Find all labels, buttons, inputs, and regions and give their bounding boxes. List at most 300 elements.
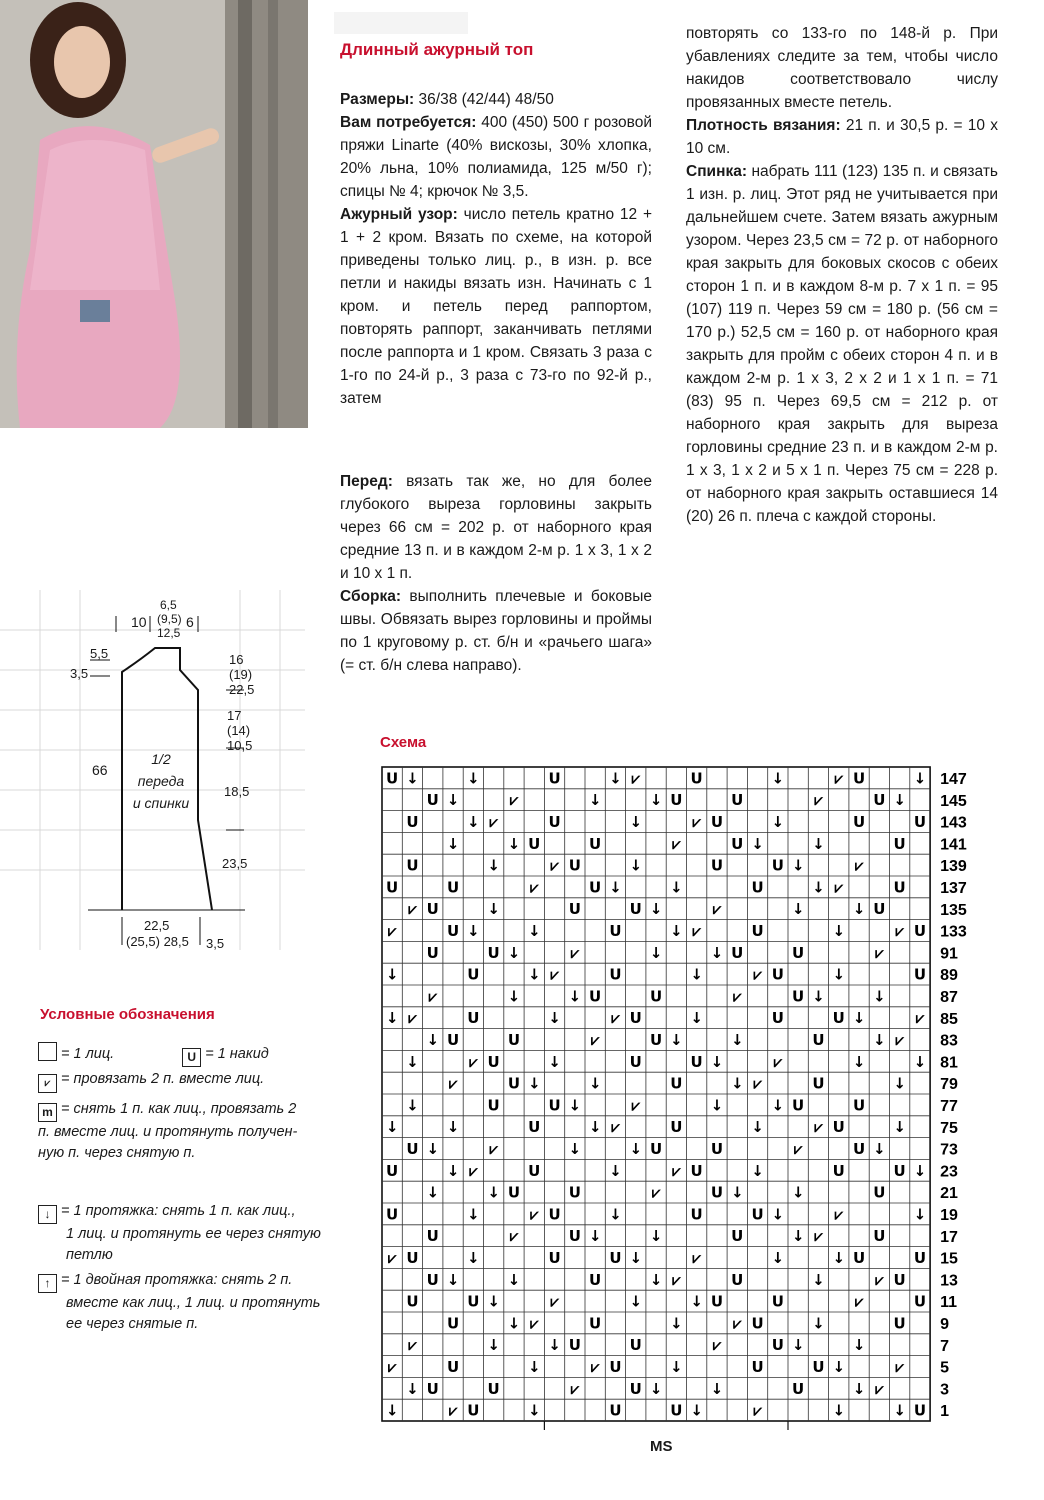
chart-stitch-symbol: ↓ bbox=[446, 1118, 460, 1137]
chart-stitch-symbol: ↓ bbox=[852, 1052, 866, 1071]
chart-stitch-symbol: ↓ bbox=[507, 1314, 521, 1333]
chart-row-label: 141 bbox=[940, 836, 967, 854]
dim-right-mid bbox=[227, 708, 252, 753]
chart-stitch-symbol: ↓ bbox=[832, 1248, 846, 1267]
chart-row-label: 13 bbox=[940, 1272, 958, 1290]
blank-label-area bbox=[334, 12, 468, 34]
chart-stitch-symbol: ↓ bbox=[548, 1009, 561, 1028]
chart-stitch-symbol: ↓ bbox=[771, 1248, 785, 1267]
chart-stitch-symbol: U bbox=[710, 856, 724, 875]
chart-stitch-symbol: ↓ bbox=[873, 1139, 886, 1158]
chart-stitch-symbol: U bbox=[568, 900, 581, 919]
dim-top-mid-c: 12,5 bbox=[157, 626, 181, 640]
chart-stitch-symbol: U bbox=[710, 812, 724, 831]
chart-stitch-symbol: U bbox=[893, 834, 906, 853]
chart-row-label: 83 bbox=[940, 1032, 958, 1050]
chart-stitch-symbol: U bbox=[568, 1336, 581, 1355]
chart-stitch-symbol: ⩗ bbox=[489, 1139, 498, 1158]
model-photo bbox=[0, 0, 308, 428]
chart-stitch-symbol: ↓ bbox=[487, 1336, 500, 1355]
chart-row-label: 15 bbox=[940, 1250, 958, 1268]
chart-stitch-symbol: U bbox=[507, 1074, 521, 1093]
chart-stitch-symbol: U bbox=[771, 1009, 784, 1028]
chart-row-label: 3 bbox=[940, 1381, 950, 1399]
dim-right-g: 18,5 bbox=[224, 784, 250, 799]
chart-stitch-symbol: U bbox=[467, 965, 480, 984]
dim-bottom-b: (25,5) 28,5 bbox=[126, 934, 189, 949]
chart-stitch-symbol: ↓ bbox=[629, 1248, 643, 1267]
chart-stitch-symbol: U bbox=[873, 900, 886, 919]
chart-row-label: 73 bbox=[940, 1141, 958, 1159]
assembly-text: выполнить плечевые и боковые швы. Обвязать вырез горловины и проймы по 1 круговому р. ст. б/н и «рачьего шага» (= ст. б/н слева направо). bbox=[340, 588, 652, 674]
dim-right-f: 10,5 bbox=[227, 738, 253, 753]
chart-stitch-symbol: ⩗ bbox=[692, 921, 701, 940]
chart-stitch-symbol: U bbox=[589, 1270, 602, 1289]
chart-stitch-symbol: ↓ bbox=[568, 987, 582, 1006]
legend-dbl-3: ее через снятые п. bbox=[66, 1316, 199, 1332]
center-label-2: переда bbox=[137, 773, 185, 789]
sk2p-symbol-icon: m bbox=[38, 1103, 57, 1122]
chart-stitch-symbol: ↓ bbox=[670, 1357, 683, 1376]
chart-stitch-symbol: U bbox=[649, 1139, 663, 1158]
legend-row-4 bbox=[38, 1201, 348, 1266]
chart-stitch-symbol: ⩗ bbox=[530, 1205, 539, 1224]
chart-stitch-symbol: U bbox=[852, 812, 866, 831]
chart-stitch-symbol: ↓ bbox=[487, 1292, 500, 1311]
chart-stitch-symbol: U bbox=[386, 878, 399, 897]
chart-stitch-symbol: ↓ bbox=[446, 1270, 460, 1289]
gauge-text: 21 п. и 30,5 р. = 10 х 10 см. bbox=[686, 117, 999, 157]
chart-row-label: 11 bbox=[940, 1294, 958, 1312]
chart-stitch-symbol: ↓ bbox=[812, 834, 825, 853]
chart-stitch-symbol: U bbox=[710, 1139, 724, 1158]
chart-stitch-symbol: ⩗ bbox=[773, 1052, 783, 1071]
chart-stitch-symbol: U bbox=[548, 769, 561, 788]
article-title: Длинный ажурный топ bbox=[340, 40, 534, 59]
chart-row-label: 139 bbox=[940, 858, 967, 876]
chart-stitch-symbol: ↓ bbox=[527, 1401, 541, 1420]
dim-right-a: 16 bbox=[229, 652, 244, 667]
chart-stitch-symbol: U bbox=[873, 1183, 886, 1202]
chart-stitch-symbol: ↓ bbox=[548, 1336, 561, 1355]
chart-stitch-symbol: U bbox=[873, 1227, 886, 1246]
chart-stitch-symbol: ⩗ bbox=[814, 1227, 823, 1246]
chart-stitch-symbol: ↓ bbox=[852, 900, 866, 919]
chart-stitch-symbol: ↓ bbox=[649, 1379, 663, 1398]
chart-stitch-symbol: ↓ bbox=[893, 791, 906, 810]
chart-stitch-symbol: U bbox=[873, 791, 886, 810]
chart-stitch-symbol: U bbox=[446, 1030, 460, 1049]
knitting-chart bbox=[380, 765, 980, 1430]
chart-stitch-symbol: ↓ bbox=[710, 1052, 724, 1071]
chart-stitch-symbol: ↓ bbox=[568, 1139, 582, 1158]
chart-stitch-symbol: U bbox=[629, 1379, 642, 1398]
chart-stitch-symbol: ↓ bbox=[426, 1139, 440, 1158]
chart-stitch-symbol: ⩗ bbox=[814, 1118, 823, 1137]
chart-stitch-symbol: ↓ bbox=[568, 1096, 582, 1115]
sizes-text: 36/38 (42/44) 48/50 bbox=[414, 91, 554, 108]
dim-right-c: 22,5 bbox=[229, 682, 255, 697]
chart-stitch-symbol: U bbox=[487, 943, 500, 962]
chart-stitch-symbol: ⩗ bbox=[834, 1205, 843, 1224]
chart-stitch-symbol: ↓ bbox=[670, 878, 683, 897]
dim-top-left: 10 bbox=[131, 614, 147, 630]
chart-stitch-symbol: ↓ bbox=[507, 943, 521, 962]
chart-stitch-symbol: ↓ bbox=[873, 987, 886, 1006]
chart-stitch-symbol: ↓ bbox=[588, 1118, 602, 1137]
chart-stitch-symbol: ↓ bbox=[832, 1357, 846, 1376]
legend-knit: = 1 лиц. bbox=[61, 1046, 115, 1062]
materials-text: 400 (450) 500 г розовой пряжи Linarte (40% вискозы, 30% хлопка, 20% льна, 10% полиамида, 125 м/50 г); спицы № 4; крючок № 3,5. bbox=[340, 114, 653, 200]
dim-right-b: (19) bbox=[229, 667, 253, 682]
chart-repeat-bracket bbox=[544, 1421, 788, 1430]
chart-stitch-symbol: U bbox=[812, 1030, 825, 1049]
chart-stitch-symbol: U bbox=[589, 834, 602, 853]
chart-stitch-symbol: ↓ bbox=[467, 921, 480, 940]
chart-row-label: 7 bbox=[940, 1337, 950, 1355]
chart-stitch-symbol: ↓ bbox=[467, 1248, 480, 1267]
chart-stitch-symbol: U bbox=[548, 1096, 561, 1115]
chart-stitch-symbol: ↓ bbox=[730, 1183, 744, 1202]
chart-stitch-symbol: ⩗ bbox=[530, 1314, 539, 1333]
chart-row-label: 147 bbox=[940, 771, 967, 789]
schematic-center-label bbox=[124, 748, 198, 814]
chart-stitch-symbol: ↓ bbox=[812, 1270, 825, 1289]
chart-stitch-symbol: ↓ bbox=[670, 1314, 683, 1333]
chart-stitch-symbol: U bbox=[690, 769, 703, 788]
chart-stitch-symbol: ⩗ bbox=[915, 1009, 925, 1028]
chart-stitch-symbol: U bbox=[609, 1401, 622, 1420]
chart-stitch-symbol: ⩗ bbox=[672, 1161, 681, 1180]
chart-stitch-symbol: ↓ bbox=[852, 1336, 866, 1355]
chart-stitch-symbol: ⩗ bbox=[834, 769, 843, 788]
chart-row-label: 1 bbox=[940, 1403, 950, 1421]
chart-stitch-symbol: ↓ bbox=[913, 1052, 927, 1071]
chart-stitch-symbol: ↓ bbox=[426, 1030, 440, 1049]
dim-top-mid-b: (9,5) bbox=[157, 612, 182, 626]
legend-row-1 bbox=[38, 1042, 348, 1067]
chart-stitch-symbol: U bbox=[649, 1030, 663, 1049]
legend-ssk-1: = 1 протяжка: снять 1 п. как лиц., bbox=[61, 1203, 296, 1219]
chart-stitch-symbol: U bbox=[609, 1248, 622, 1267]
chart-stitch-symbol: ↓ bbox=[791, 1336, 805, 1355]
chart-stitch-symbol: ↓ bbox=[609, 769, 622, 788]
chart-stitch-symbol: U bbox=[832, 1009, 845, 1028]
chart-stitch-symbol: ↓ bbox=[446, 834, 460, 853]
chart-stitch-symbol: U bbox=[670, 1401, 683, 1420]
chart-stitch-symbol: U bbox=[771, 1292, 784, 1311]
chart-row-label: 143 bbox=[940, 814, 967, 832]
chart-stitch-symbol: ↓ bbox=[649, 943, 663, 962]
dim-right-e: (14) bbox=[227, 723, 251, 738]
k2tog-symbol-icon: ⩗ bbox=[38, 1074, 57, 1093]
chart-stitch-symbol: ↓ bbox=[527, 1357, 541, 1376]
chart-stitch-symbol: ↓ bbox=[710, 1379, 724, 1398]
chart-title: Схема bbox=[380, 734, 427, 751]
chart-stitch-symbol: ↓ bbox=[406, 1052, 419, 1071]
chart-row-label: 85 bbox=[940, 1010, 958, 1028]
chart-stitch-symbol: U bbox=[609, 1357, 622, 1376]
chart-stitch-symbol: ⩗ bbox=[408, 1009, 417, 1028]
dim-left-a: 5,5 bbox=[90, 646, 109, 661]
chart-stitch-symbol: U bbox=[426, 791, 439, 810]
chart-stitch-symbol: U bbox=[589, 878, 602, 897]
chart-stitch-symbol: U bbox=[426, 1270, 439, 1289]
chart-stitch-symbol: U bbox=[507, 1183, 521, 1202]
chart-stitch-symbol: ↓ bbox=[629, 856, 643, 875]
chart-stitch-symbol: ↓ bbox=[852, 1009, 866, 1028]
chart-stitch-symbol: ↓ bbox=[690, 1401, 703, 1420]
chart-stitch-symbol: ⩗ bbox=[590, 1030, 600, 1049]
chart-stitch-symbol: ↓ bbox=[791, 1227, 805, 1246]
chart-stitch-symbol: U bbox=[852, 1096, 866, 1115]
chart-stitch-symbol: U bbox=[771, 856, 784, 875]
chart-stitch-symbol: U bbox=[731, 943, 744, 962]
chart-stitch-symbol: ⩗ bbox=[550, 965, 559, 984]
chart-stitch-symbol: ↓ bbox=[913, 1161, 927, 1180]
chart-stitch-symbol: ↓ bbox=[730, 1030, 744, 1049]
dim-right-top bbox=[229, 652, 254, 697]
chart-stitch-symbol: ⩗ bbox=[895, 1030, 904, 1049]
chart-stitch-symbol: ↓ bbox=[812, 987, 825, 1006]
chart-stitch-symbol: ⩗ bbox=[875, 1270, 884, 1289]
chart-stitch-symbol: ↓ bbox=[649, 1270, 663, 1289]
dim-right-d: 17 bbox=[227, 708, 242, 723]
chart-stitch-symbol: U bbox=[893, 1270, 906, 1289]
chart-stitch-symbol: ⩗ bbox=[570, 1379, 580, 1398]
chart-stitch-symbol: ⩗ bbox=[550, 1292, 559, 1311]
chart-stitch-symbol: ↓ bbox=[771, 769, 785, 788]
chart-stitch-symbol: ⩗ bbox=[814, 791, 823, 810]
chart-stitch-symbol: U bbox=[467, 1401, 480, 1420]
chart-stitch-symbol: U bbox=[507, 1030, 521, 1049]
chart-stitch-symbol: U bbox=[446, 1314, 460, 1333]
chart-stitch-symbol: ↓ bbox=[812, 878, 825, 897]
chart-stitch-symbol: ⩗ bbox=[631, 1096, 640, 1115]
chart-row-label: 135 bbox=[940, 901, 967, 919]
legend-dbl-1: = 1 двойная протяжка: снять 2 п. bbox=[61, 1272, 293, 1288]
chart-stitch-symbol: U bbox=[771, 965, 784, 984]
chart-stitch-symbol: ↓ bbox=[832, 1401, 846, 1420]
chart-stitch-symbol: U bbox=[893, 1161, 906, 1180]
chart-stitch-symbol: ⩗ bbox=[387, 1357, 397, 1376]
chart-stitch-symbol: U bbox=[710, 1183, 724, 1202]
chart-footer-ms: MS bbox=[650, 1438, 673, 1455]
chart-stitch-symbol: U bbox=[670, 1074, 683, 1093]
back-label: Спинка: bbox=[686, 163, 747, 180]
chart-stitch-symbol: ⩗ bbox=[631, 769, 640, 788]
chart-stitch-symbol: U bbox=[670, 1118, 683, 1137]
dim-right-h: 23,5 bbox=[222, 856, 248, 871]
back-text: набрать 111 (123) 135 п. и связать 1 изн. р. лиц. Этот ряд не учитывается при дальнейшем счете. Затем вязать ажурным узором. Через 23,5 см = 72 р. от наборного края закрыть для боковых скосов с обеих сторон 1 п. и в каждом 8-м р. 7 х 1 п. = 95 (107) 119 п. Через 59 см = 180 р. (56 см = 170 р.) 52,5 см = 160 р. от наборного края закрыть для пройм с обеих сторон 4 п. и в каждом 2-м р. 1 х 3, 2 х 2 и 1 х 1 п. = 71 (83) 95 п. Через 69,5 см = 212 р. от наборного края закрыть для выреза горловины средние 23 п. и в каждом 2-м р. 1 х 3, 1 х 2 и 5 х 1 п. Через 75 см = 228 р. от наборного края закрыть оставшиеся 14 (20) 26 п. плеча с каждой стороны. bbox=[686, 163, 998, 525]
chart-stitch-symbol: ⩗ bbox=[489, 812, 498, 831]
chart-stitch-symbol: ↓ bbox=[629, 1139, 643, 1158]
legend-yo: = 1 накид bbox=[205, 1046, 269, 1062]
chart-stitch-symbol: U bbox=[852, 769, 866, 788]
chart-stitch-symbol: ↓ bbox=[507, 1270, 521, 1289]
chart-stitch-symbol: ↓ bbox=[893, 1401, 906, 1420]
chart-stitch-symbol: U bbox=[751, 1205, 764, 1224]
center-label-3: и спинки bbox=[132, 795, 190, 811]
garment-schematic bbox=[0, 590, 305, 950]
dim-bottom-c: 3,5 bbox=[206, 936, 225, 951]
chart-stitch-symbol: U bbox=[589, 1314, 602, 1333]
chart-stitch-symbol: U bbox=[913, 812, 927, 831]
chart-stitch-symbol: U bbox=[426, 943, 439, 962]
chart-stitch-symbol: ↓ bbox=[588, 1074, 602, 1093]
center-label-1: 1/2 bbox=[151, 751, 171, 767]
chart-stitch-symbol: ↓ bbox=[710, 1096, 724, 1115]
knit-symbol-icon bbox=[38, 1042, 57, 1061]
chart-stitch-symbol: ⩗ bbox=[448, 1074, 458, 1093]
materials-label: Вам потребуется: bbox=[340, 114, 477, 131]
chart-stitch-symbol: U bbox=[792, 1096, 805, 1115]
chart-stitch-symbol: ⩗ bbox=[793, 1139, 803, 1158]
chart-stitch-symbol: U bbox=[487, 1052, 500, 1071]
chart-stitch-symbol: ⩗ bbox=[509, 791, 519, 810]
legend-dbl-2: вместе как лиц., 1 лиц. и протянуть bbox=[66, 1295, 321, 1311]
ssk-arrow-down-icon: ↓ bbox=[38, 1205, 57, 1224]
sizes-label: Размеры: bbox=[340, 91, 415, 108]
chart-stitch-symbol: U bbox=[629, 1009, 642, 1028]
chart-stitch-symbol: ↓ bbox=[751, 834, 764, 853]
legend-ssk-3: петлю bbox=[66, 1247, 113, 1263]
chart-stitch-symbol: ↓ bbox=[467, 812, 480, 831]
chart-stitch-symbol: ↓ bbox=[406, 1096, 419, 1115]
chart-stitch-symbol: ⩗ bbox=[611, 1009, 620, 1028]
legend-sk2p-1: = снять 1 п. как лиц., провязать 2 bbox=[61, 1101, 297, 1117]
chart-row-label: 81 bbox=[940, 1054, 958, 1072]
chart-stitch-symbol: U bbox=[913, 1401, 927, 1420]
chart-stitch-symbol: ⩗ bbox=[875, 1379, 884, 1398]
chart-stitch-symbol: U bbox=[832, 1161, 845, 1180]
chart-stitch-symbol: U bbox=[913, 921, 927, 940]
legend-ssk-2: 1 лиц. и протянуть ее через снятую bbox=[66, 1226, 321, 1242]
chart-stitch-symbol: ↓ bbox=[649, 1227, 663, 1246]
chart-stitch-symbol: ⩗ bbox=[387, 921, 397, 940]
chart-stitch-symbol: U bbox=[528, 1118, 541, 1137]
chart-stitch-symbol: ↓ bbox=[588, 791, 602, 810]
chart-stitch-symbol: ↓ bbox=[913, 769, 927, 788]
chart-stitch-symbol: ↓ bbox=[629, 1292, 643, 1311]
chart-stitch-symbol: ⩗ bbox=[428, 987, 437, 1006]
chart-stitch-symbol: ↓ bbox=[548, 1052, 561, 1071]
chart-row-label: 87 bbox=[940, 989, 958, 1007]
legend-k2tog: = провязать 2 п. вместе лиц. bbox=[61, 1071, 265, 1087]
chart-stitch-symbol: ↓ bbox=[487, 1183, 500, 1202]
chart-stitch-symbol: ⩗ bbox=[387, 1248, 397, 1267]
chart-stitch-symbol: U bbox=[731, 834, 744, 853]
chart-stitch-symbol: ↓ bbox=[609, 878, 622, 897]
chart-stitch-symbol: U bbox=[609, 921, 622, 940]
chart-stitch-symbol: U bbox=[406, 1248, 419, 1267]
chart-stitch-symbol: U bbox=[812, 1074, 825, 1093]
chart-stitch-symbol: ⩗ bbox=[530, 878, 539, 897]
continuation-text: повторять со 133-го по 148-й р. При убавлениях следите за тем, чтобы число накидов соответствовало числу провязанных вместе петель. bbox=[686, 25, 998, 111]
chart-stitch-symbol: ↓ bbox=[690, 1292, 703, 1311]
legend-sk2p-2: п. вместе лиц. и протянуть получен- bbox=[38, 1124, 298, 1140]
chart-stitch-symbol: U bbox=[548, 1205, 561, 1224]
chart-stitch-symbol: U bbox=[629, 900, 642, 919]
chart-stitch-symbol: ↓ bbox=[771, 1205, 785, 1224]
chart-stitch-symbol: U bbox=[832, 1118, 845, 1137]
chart-stitch-symbol: ⩗ bbox=[570, 943, 580, 962]
chart-stitch-symbol: U bbox=[386, 769, 399, 788]
chart-stitch-symbol: ↓ bbox=[812, 1314, 825, 1333]
lace-pattern-text: число петель кратно 12 + 1 + 2 кром. Вязать по схеме, на которой приведены только лиц. р., в изн. р. все петли и накиды вязать изн. Начинать с 1 кром. и петель перед раппортом, повторять раппорт, заканчивать петлями после раппорта и 1 кром. Связать 3 раза с 1-го по 24-й р., 3 раза с 73-го по 92-й р., затем bbox=[340, 206, 652, 407]
chart-stitch-symbol: ↓ bbox=[832, 921, 846, 940]
dim-top-right: 6 bbox=[186, 614, 194, 630]
chart-stitch-symbol: ↓ bbox=[730, 1074, 744, 1093]
chart-stitch-symbol: U bbox=[731, 1270, 744, 1289]
chart-row-label: 23 bbox=[940, 1163, 958, 1181]
chart-stitch-symbol: U bbox=[913, 1292, 927, 1311]
dim-left-c: 66 bbox=[92, 762, 108, 778]
chart-stitch-symbol: U bbox=[629, 1052, 642, 1071]
chart-stitch-symbol: ↓ bbox=[832, 965, 846, 984]
text-column-1 bbox=[340, 88, 652, 410]
chart-stitch-symbol: ⩗ bbox=[692, 1248, 701, 1267]
chart-stitch-symbol: U bbox=[426, 900, 439, 919]
chart-row-label: 9 bbox=[940, 1316, 950, 1334]
chart-stitch-symbol: ↓ bbox=[446, 1161, 460, 1180]
chart-stitch-symbol: U bbox=[568, 1227, 581, 1246]
chart-stitch-symbol: ↓ bbox=[385, 1118, 399, 1137]
chart-stitch-symbol: ↓ bbox=[609, 1205, 622, 1224]
chart-stitch-symbol: ⩗ bbox=[834, 878, 843, 897]
chart-row-label: 89 bbox=[940, 967, 958, 985]
chart-stitch-symbol: U bbox=[548, 812, 561, 831]
chart-stitch-symbol: U bbox=[446, 1357, 460, 1376]
chart-stitch-symbol: U bbox=[893, 1314, 906, 1333]
chart-stitch-symbol: ↓ bbox=[751, 1161, 764, 1180]
chart-stitch-symbol: ↓ bbox=[385, 1401, 399, 1420]
text-column-1-lower bbox=[340, 470, 652, 677]
chart-stitch-symbol: ↓ bbox=[406, 1379, 419, 1398]
chart-stitch-symbol: ↓ bbox=[446, 791, 460, 810]
chart-stitch-symbol: ⩗ bbox=[753, 965, 762, 984]
chart-row-label: 137 bbox=[940, 880, 967, 898]
chart-stitch-symbol: ↓ bbox=[507, 987, 521, 1006]
chart-stitch-symbol: ⩗ bbox=[753, 1074, 762, 1093]
chart-stitch-symbol: ↓ bbox=[913, 1205, 927, 1224]
chart-stitch-symbol: U bbox=[771, 1336, 784, 1355]
chart-stitch-symbol: ⩗ bbox=[611, 1118, 620, 1137]
chart-stitch-symbol: U bbox=[792, 987, 805, 1006]
chart-stitch-symbol: ↓ bbox=[609, 1161, 622, 1180]
chart-row-label: 19 bbox=[940, 1207, 958, 1225]
chart-row-label: 75 bbox=[940, 1119, 958, 1137]
chart-stitch-symbol: ↓ bbox=[690, 1009, 703, 1028]
chart-stitch-symbol: ⩗ bbox=[895, 921, 904, 940]
chart-stitch-symbol: U bbox=[913, 1248, 927, 1267]
chart-row-label: 91 bbox=[940, 945, 958, 963]
chart-stitch-symbol: ↓ bbox=[649, 900, 663, 919]
chart-stitch-symbol: U bbox=[751, 921, 764, 940]
chart-stitch-symbol: ↓ bbox=[385, 965, 399, 984]
legend-sk2p-3: ную п. через снятую п. bbox=[38, 1145, 196, 1161]
chart-stitch-symbol: ⩗ bbox=[854, 856, 864, 875]
chart-stitch-symbol: U bbox=[487, 1379, 500, 1398]
chart-stitch-symbol: U bbox=[731, 1227, 744, 1246]
chart-stitch-symbol: U bbox=[913, 965, 927, 984]
chart-stitch-symbol: U bbox=[528, 1161, 541, 1180]
chart-stitch-symbol: U bbox=[792, 1379, 805, 1398]
chart-stitch-symbol: ↓ bbox=[649, 791, 663, 810]
chart-stitch-symbol: U bbox=[406, 1139, 419, 1158]
chart-stitch-symbol: U bbox=[690, 1161, 703, 1180]
chart-stitch-symbol: U bbox=[568, 1183, 581, 1202]
